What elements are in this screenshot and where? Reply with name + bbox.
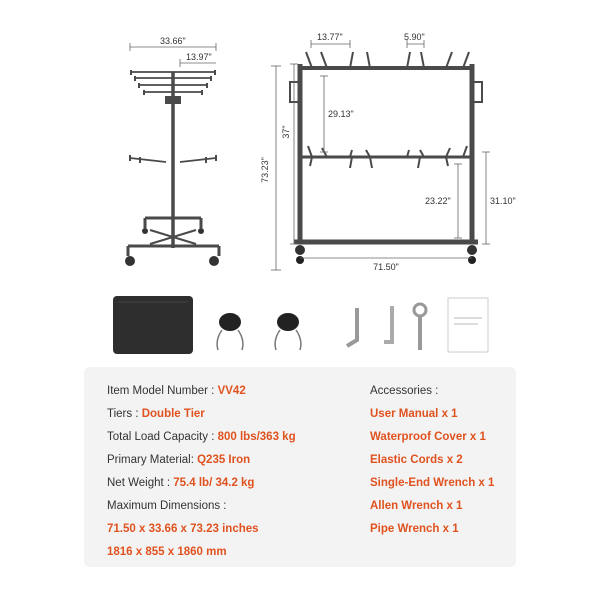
accessories-list	[370, 380, 494, 541]
dim-front-hook-b: 5.90"	[404, 32, 425, 42]
dim-front-hook-a: 13.77"	[317, 32, 343, 42]
spec-load: Total Load Capacity : 800 lbs/363 kg	[107, 431, 296, 443]
side-view-rack	[125, 43, 219, 266]
accessories-title: Accessories :	[370, 385, 439, 397]
allen-wrench-icon	[347, 308, 357, 346]
dim-front-top-tier: 29.13"	[328, 109, 354, 119]
dim-front-inner-height: 37"	[281, 125, 291, 139]
accessory-item: Allen Wrench x 1	[370, 500, 463, 512]
accessory-item: Waterproof Cover x 1	[370, 431, 486, 443]
front-dimension-lines	[290, 40, 490, 258]
user-manual-icon	[448, 298, 488, 352]
spec-material: Primary Material: Q235 Iron	[107, 454, 251, 466]
dim-height-total: 73.23"	[260, 157, 270, 183]
spec-dimensions-mm: 1816 x 855 x 1860 mm	[107, 546, 227, 558]
accessory-item: Elastic Cords x 2	[370, 454, 463, 466]
spec-tiers: Tiers : Double Tier	[107, 408, 205, 420]
spec-dimensions-inches: 71.50 x 33.66 x 73.23 inches	[107, 523, 259, 535]
height-dimension-line	[271, 66, 281, 270]
elastic-cord-icon	[275, 313, 301, 350]
front-view-rack	[290, 52, 482, 264]
elastic-cord-icon	[217, 313, 243, 350]
dim-front-width: 71.50"	[373, 262, 399, 272]
single-end-wrench-icon	[414, 304, 426, 350]
spec-dimensions: Maximum Dimensions :	[107, 500, 227, 512]
cover-bag-icon	[113, 296, 193, 354]
dim-side-arm: 13.97"	[186, 52, 212, 62]
accessory-item: User Manual x 1	[370, 408, 458, 420]
dim-front-lower-hook: 23.22"	[425, 196, 451, 206]
spec-weight: Net Weight : 75.4 lb/ 34.2 kg	[107, 477, 255, 489]
accessory-item: Single-End Wrench x 1	[370, 477, 495, 489]
spec-model: Item Model Number : VV42	[107, 385, 246, 397]
spec-list	[107, 380, 296, 564]
dim-side-width: 33.66"	[160, 36, 186, 46]
pipe-wrench-icon	[384, 306, 392, 342]
dim-front-lower-tier: 31.10"	[490, 196, 516, 206]
accessory-item: Pipe Wrench x 1	[370, 523, 459, 535]
